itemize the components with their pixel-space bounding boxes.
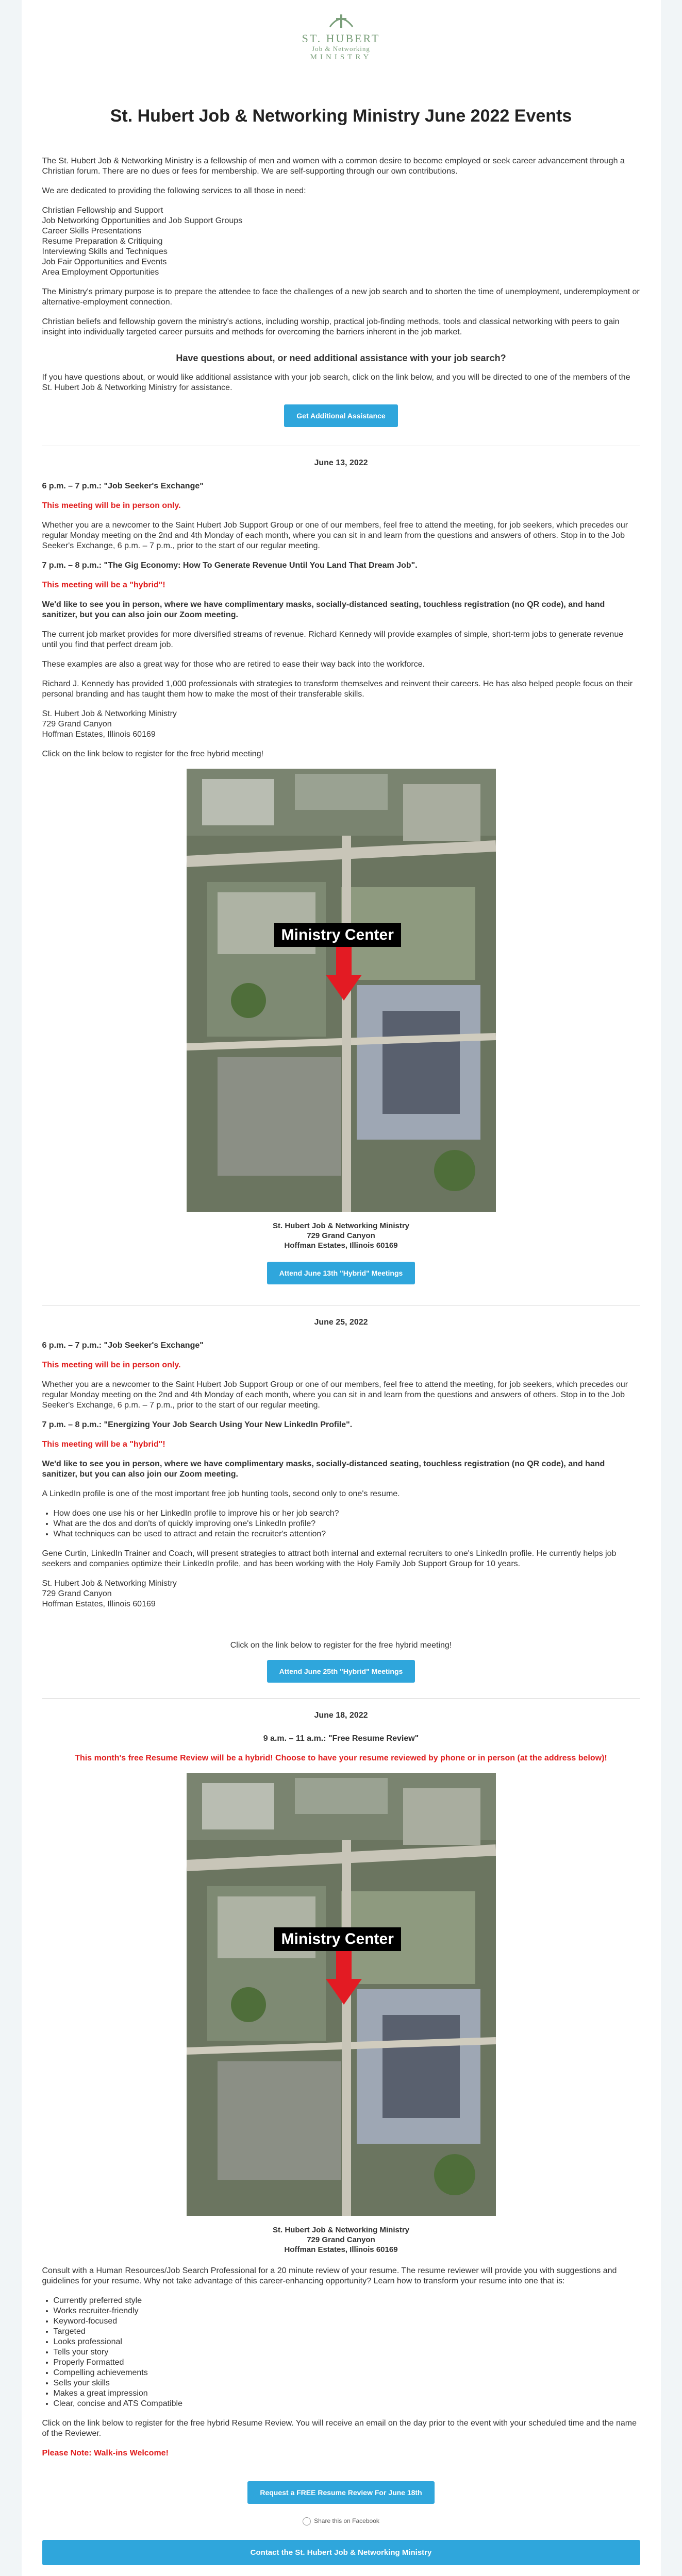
linkedin-questions bbox=[42, 1509, 640, 1539]
venue-line: 729 Grand Canyon bbox=[42, 720, 112, 728]
attend-june25-button[interactable]: Attend June 25th "Hybrid" Meetings bbox=[267, 1660, 415, 1683]
event1-address bbox=[42, 1221, 640, 1250]
question-heading: Have questions about, or need additional assistance with your job search? bbox=[176, 353, 506, 363]
list-item: Christian Fellowship and Support bbox=[42, 206, 163, 215]
event2-date: June 25, 2022 bbox=[314, 1318, 368, 1327]
request-resume-review-button[interactable]: Request a FREE Resume Review For June 18th bbox=[247, 2481, 434, 2504]
share-facebook-link[interactable] bbox=[42, 2517, 640, 2526]
address-line: Hoffman Estates, Illinois 60169 bbox=[284, 1241, 398, 1250]
venue-line: St. Hubert Job & Networking Ministry bbox=[42, 1579, 177, 1588]
event2-venue bbox=[42, 1579, 640, 1609]
ministry-logo bbox=[42, 0, 640, 70]
event2-p2: A LinkedIn profile is one of the most important free job hunting tools, second only to one's resume. bbox=[42, 1489, 400, 1498]
event1-time2: 7 p.m. – 8 p.m.: "The Gig Economy: How To Generate Revenue Until You Land That Dream Job". bbox=[42, 561, 418, 570]
get-assistance-button[interactable]: Get Additional Assistance bbox=[284, 404, 397, 427]
event1-p2: The current job market provides for more diversified streams of revenue. Richard Kennedy will provide examples of simple, short-term jobs to generate revenue until you find that perfect dream job. bbox=[42, 630, 624, 649]
event3-note: This month's free Resume Review will be a hybrid! Choose to have your resume reviewed by phone or in person (at the address below)! bbox=[75, 1754, 607, 1762]
logo-line3: MINISTRY bbox=[310, 53, 372, 61]
event1-p1: Whether you are a newcomer to the Saint Hubert Job Support Group or one of our members, feel free to attend the meeting, for job seekers, which precedes our regular Monday meeting on the 2nd and 4th Monday of each month, where you can sit in and learn from the questions and answers of others. Stop in to the Job Seeker's Exchange, 6 p.m. – 7 p.m., prior to the start of our regular meeting. bbox=[42, 521, 628, 550]
event2-time1: 6 p.m. – 7 p.m.: "Job Seeker's Exchange" bbox=[42, 1341, 204, 1350]
services-list bbox=[42, 206, 640, 278]
event2-register: Click on the link below to register for the free hybrid meeting! bbox=[230, 1641, 452, 1650]
list-item: Interviewing Skills and Techniques bbox=[42, 247, 168, 256]
list-item: • Compelling achievements bbox=[54, 2368, 640, 2378]
list-item: • Properly Formatted bbox=[54, 2358, 640, 2368]
venue-line: Hoffman Estates, Illinois 60169 bbox=[42, 1600, 156, 1608]
list-item: • Works recruiter-friendly bbox=[54, 2306, 640, 2316]
event1-date: June 13, 2022 bbox=[314, 459, 368, 467]
event2-p1: Whether you are a newcomer to the Saint Hubert Job Support Group or one of our members, feel free to attend the meeting, for job seekers, which precedes our regular Monday meeting on the 2nd and 4th Monday of each month, where you can sit in and learn from the questions and answers of others. Stop in to the Job Seeker's Exchange, 6 p.m. – 7 p.m., prior to the start of our regular meeting. bbox=[42, 1380, 628, 1410]
list-item: Resume Preparation & Critiquing bbox=[42, 237, 163, 246]
divider bbox=[42, 1698, 640, 1699]
address-line: 729 Grand Canyon bbox=[307, 1231, 375, 1240]
intro-p4: Christian beliefs and fellowship govern the ministry's actions, including worship, practical job-finding methods, tools and classical networking with peers to gain insight into individually targeted career pursuits and methods for overcoming the barriers inherent in the job market. bbox=[42, 317, 620, 336]
attend-june13-button[interactable]: Attend June 13th "Hybrid" Meetings bbox=[267, 1262, 415, 1284]
venue-line: 729 Grand Canyon bbox=[42, 1589, 112, 1598]
resume-qualities bbox=[42, 2296, 640, 2409]
list-item: • Tells your story bbox=[54, 2347, 640, 2358]
list-item: • Keyword-focused bbox=[54, 2316, 640, 2327]
list-item: • Currently preferred style bbox=[54, 2296, 640, 2306]
event2-hybrid-note: We'd like to see you in person, where we have complimentary masks, socially-distanced seating, touchless registration (no QR code), and hand sanitizer, but you can also join our Zoom meeting. bbox=[42, 1460, 605, 1479]
list-item: • What are the dos and don'ts of quickly improving one's LinkedIn profile? bbox=[54, 1519, 640, 1529]
map-label: Ministry Center bbox=[274, 923, 401, 947]
event1-p4: Richard J. Kennedy has provided 1,000 professionals with strategies to transform themselves and reinvent their careers. He has also helped people focus on their personal branding and has taught them how to make the most of their transferable skills. bbox=[42, 680, 633, 699]
list-item: Area Employment Opportunities bbox=[42, 268, 159, 277]
event1-venue bbox=[42, 709, 640, 740]
page-title: St. Hubert Job & Networking Ministry June 2022 Events bbox=[110, 106, 572, 126]
event2-time2: 7 p.m. – 8 p.m.: "Energizing Your Job Search Using Your New LinkedIn Profile". bbox=[42, 1420, 353, 1429]
event2-inperson: This meeting will be in person only. bbox=[42, 1361, 181, 1369]
venue-line: Hoffman Estates, Illinois 60169 bbox=[42, 730, 156, 739]
event2-p3: Gene Curtin, LinkedIn Trainer and Coach, will present strategies to attract both internal and external recruiters to one's LinkedIn profile. He currently helps job seekers and companies optimize their LinkedIn profile, and has been working with the Holy Family Job Support Group for 10 years. bbox=[42, 1549, 617, 1568]
event3-p2: Click on the link below to register for the free hybrid Resume Review. You will receive an email on the day prior to the event with your scheduled time and the name of the Reviewer. bbox=[42, 2419, 637, 2438]
event1-inperson: This meeting will be in person only. bbox=[42, 501, 181, 510]
aerial-map bbox=[187, 1773, 496, 2216]
list-item: • Looks professional bbox=[54, 2337, 640, 2347]
list-item: Job Fair Opportunities and Events bbox=[42, 258, 167, 266]
aerial-map bbox=[187, 769, 496, 1212]
intro-p5: If you have questions about, or would like additional assistance with your job search, click on the link below, and you will be directed to one of the members of the St. Hubert Job & Networking Ministry for assistance. bbox=[42, 373, 630, 392]
intro-p1: The St. Hubert Job & Networking Ministry is a fellowship of men and women with a common desire to become employed or seek career advancement through a Christian forum. There are no dues or fees for membership. We are self-supporting through our own contributions. bbox=[42, 157, 625, 176]
address-line: Hoffman Estates, Illinois 60169 bbox=[284, 2245, 398, 2254]
share-icon bbox=[303, 2517, 311, 2526]
walkins-note: Please Note: Walk-ins Welcome! bbox=[42, 2449, 169, 2458]
logo-line2: Job & Networking bbox=[312, 45, 370, 53]
share-label: Share this on Facebook bbox=[314, 2517, 379, 2525]
list-item: • Targeted bbox=[54, 2327, 640, 2337]
event3-time: 9 a.m. – 11 a.m.: "Free Resume Review" bbox=[263, 1734, 419, 1743]
event3-p1: Consult with a Human Resources/Job Search Professional for a 20 minute review of your resume. The resume reviewer will provide you with suggestions and guidelines for your resume. Why not take advantage of this career-enhancing opportunity? Learn how to transform your resume into one that is: bbox=[42, 2266, 617, 2285]
event2-hybrid: This meeting will be a "hybrid"! bbox=[42, 1440, 165, 1449]
email-body bbox=[22, 0, 661, 2576]
event1-p3: These examples are also a great way for those who are retired to ease their way back into the workforce. bbox=[42, 660, 425, 669]
list-item: Career Skills Presentations bbox=[42, 227, 142, 235]
divider bbox=[42, 1305, 640, 1306]
list-item: • What techniques can be used to attract and retain the recruiter's attention? bbox=[54, 1529, 640, 1539]
logo-line1: ST. HUBERT bbox=[302, 32, 380, 45]
dove-cross-icon bbox=[326, 11, 357, 30]
event1-hybrid-note: We'd like to see you in person, where we have complimentary masks, socially-distanced seating, touchless registration (no QR code), and hand sanitizer, but you can also join our Zoom meeting. bbox=[42, 600, 605, 619]
event3-date: June 18, 2022 bbox=[314, 1711, 368, 1720]
list-item: • How does one use his or her LinkedIn profile to improve his or her job search? bbox=[54, 1509, 640, 1519]
event1-time1: 6 p.m. – 7 p.m.: "Job Seeker's Exchange" bbox=[42, 482, 204, 490]
event1-hybrid: This meeting will be a "hybrid"! bbox=[42, 581, 165, 589]
intro-p2: We are dedicated to providing the following services to all those in need: bbox=[42, 187, 306, 195]
address-line: St. Hubert Job & Networking Ministry bbox=[272, 1222, 410, 1230]
map-label: Ministry Center bbox=[274, 1927, 401, 1951]
intro-p3: The Ministry's primary purpose is to prepare the attendee to face the challenges of a new job search and to shorten the time of unemployment, underemployment or alternative-employment connection. bbox=[42, 287, 640, 307]
event3-address bbox=[42, 2225, 640, 2255]
contact-ministry-button[interactable]: Contact the St. Hubert Job & Networking Ministry bbox=[42, 2540, 640, 2565]
list-item: • Sells your skills bbox=[54, 2378, 640, 2388]
list-item: • Clear, concise and ATS Compatible bbox=[54, 2399, 640, 2409]
list-item: Job Networking Opportunities and Job Support Groups bbox=[42, 216, 243, 225]
venue-line: St. Hubert Job & Networking Ministry bbox=[42, 709, 177, 718]
list-item: • Makes a great impression bbox=[54, 2388, 640, 2399]
address-line: St. Hubert Job & Networking Ministry bbox=[272, 2226, 410, 2234]
address-line: 729 Grand Canyon bbox=[307, 2235, 375, 2244]
event1-register: Click on the link below to register for the free hybrid meeting! bbox=[42, 750, 264, 758]
